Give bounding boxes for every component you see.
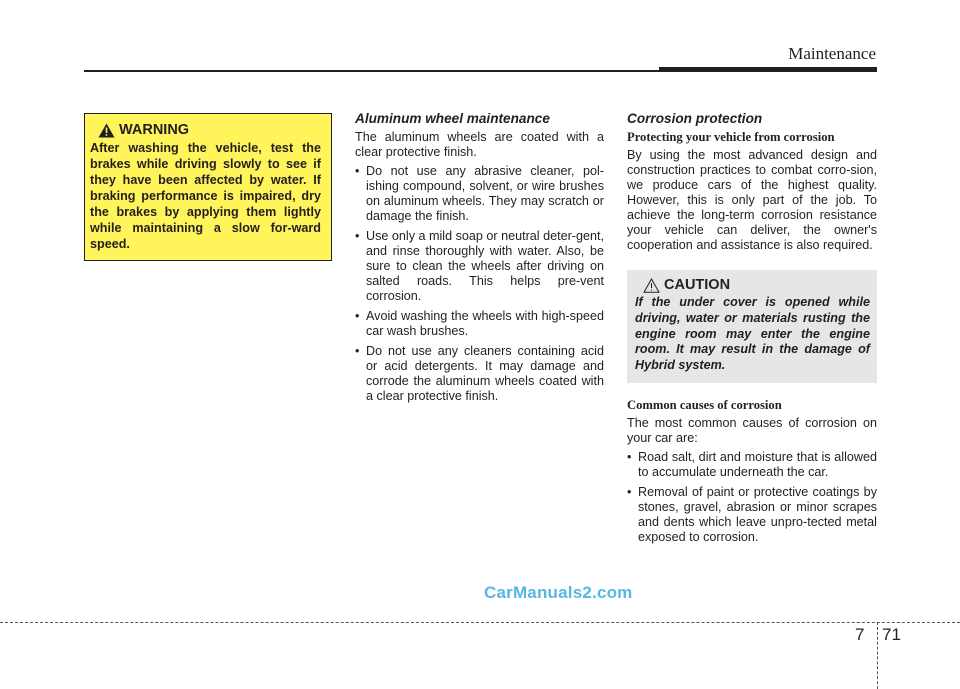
caution-triangle-icon xyxy=(643,278,660,293)
aluminum-bullet-list xyxy=(355,164,604,404)
header-rule-thin xyxy=(84,70,659,72)
chapter-number: 7 xyxy=(855,625,865,644)
warning-heading xyxy=(98,122,321,138)
warning-box xyxy=(84,113,332,261)
warning-text: After washing the vehicle, test the brakes while driving slowly to see if they have been affected by water. If braking performance is impaired, dry the brakes by applying them lightly while maintaining a slow for-ward speed. xyxy=(90,141,321,251)
corrosion-subhead-protecting: Protecting your vehicle from corrosion xyxy=(627,130,835,144)
corrosion-title: Corrosion protection xyxy=(627,111,763,126)
caution-box xyxy=(627,270,877,383)
aluminum-intro: The aluminum wheels are coated with a clear protective finish. xyxy=(355,130,604,159)
section-title: Maintenance xyxy=(788,44,876,63)
corrosion-subhead-causes: Common causes of corrosion xyxy=(627,398,782,412)
list-item: • Use only a mild soap or neutral deter-gent, and rinse thoroughly with water. Also, be sure to clean the wheels after driving on salted roads. This helps pre-vent corrosion. xyxy=(355,229,604,304)
caution-heading xyxy=(643,278,870,293)
aluminum-section xyxy=(355,111,604,409)
warning-triangle-icon xyxy=(98,123,115,138)
watermark-link[interactable]: CarManuals2.com xyxy=(484,583,633,602)
footer-divider xyxy=(877,622,878,689)
caution-heading-label: CAUTION xyxy=(664,277,731,293)
corrosion-causes-intro: The most common causes of corrosion on your car are: xyxy=(627,416,877,445)
warning-heading-label: WARNING xyxy=(119,122,190,138)
header-rule-thick xyxy=(659,67,877,72)
aluminum-title: Aluminum wheel maintenance xyxy=(355,111,550,126)
list-item: • Removal of paint or protective coatings by stones, gravel, abrasion or minor scrapes and dents which leave unpro-tected metal exposed to corrosion. xyxy=(627,485,877,545)
page-number: 71 xyxy=(882,625,901,644)
corrosion-bullet-list xyxy=(627,450,877,545)
footer-rule xyxy=(0,622,960,623)
corrosion-paragraph: By using the most advanced design and construction practices to combat corro-sion, we produce cars of the highest quality. However, this is only part of the job. To achieve the long-term corrosion resistance your vehicle can deliver, the owner's cooperation and assistance is also required. xyxy=(627,148,877,252)
list-item: • Do not use any cleaners containing acid or acid detergents. It may damage and corrode the aluminum wheels coated with a clear protective finish. xyxy=(355,344,604,404)
list-item: • Do not use any abrasive cleaner, pol-ishing compound, solvent, or wire brushes on aluminum wheels. They may scratch or damage the finish. xyxy=(355,164,604,224)
corrosion-section xyxy=(627,111,877,550)
list-item: • Road salt, dirt and moisture that is allowed to accumulate underneath the car. xyxy=(627,450,877,480)
list-item: • Avoid washing the wheels with high-speed car wash brushes. xyxy=(355,309,604,339)
caution-text: If the under cover is opened while driving, water or materials rusting the engine room may enter the engine room. It may result in the damage of Hybrid system. xyxy=(635,295,870,373)
